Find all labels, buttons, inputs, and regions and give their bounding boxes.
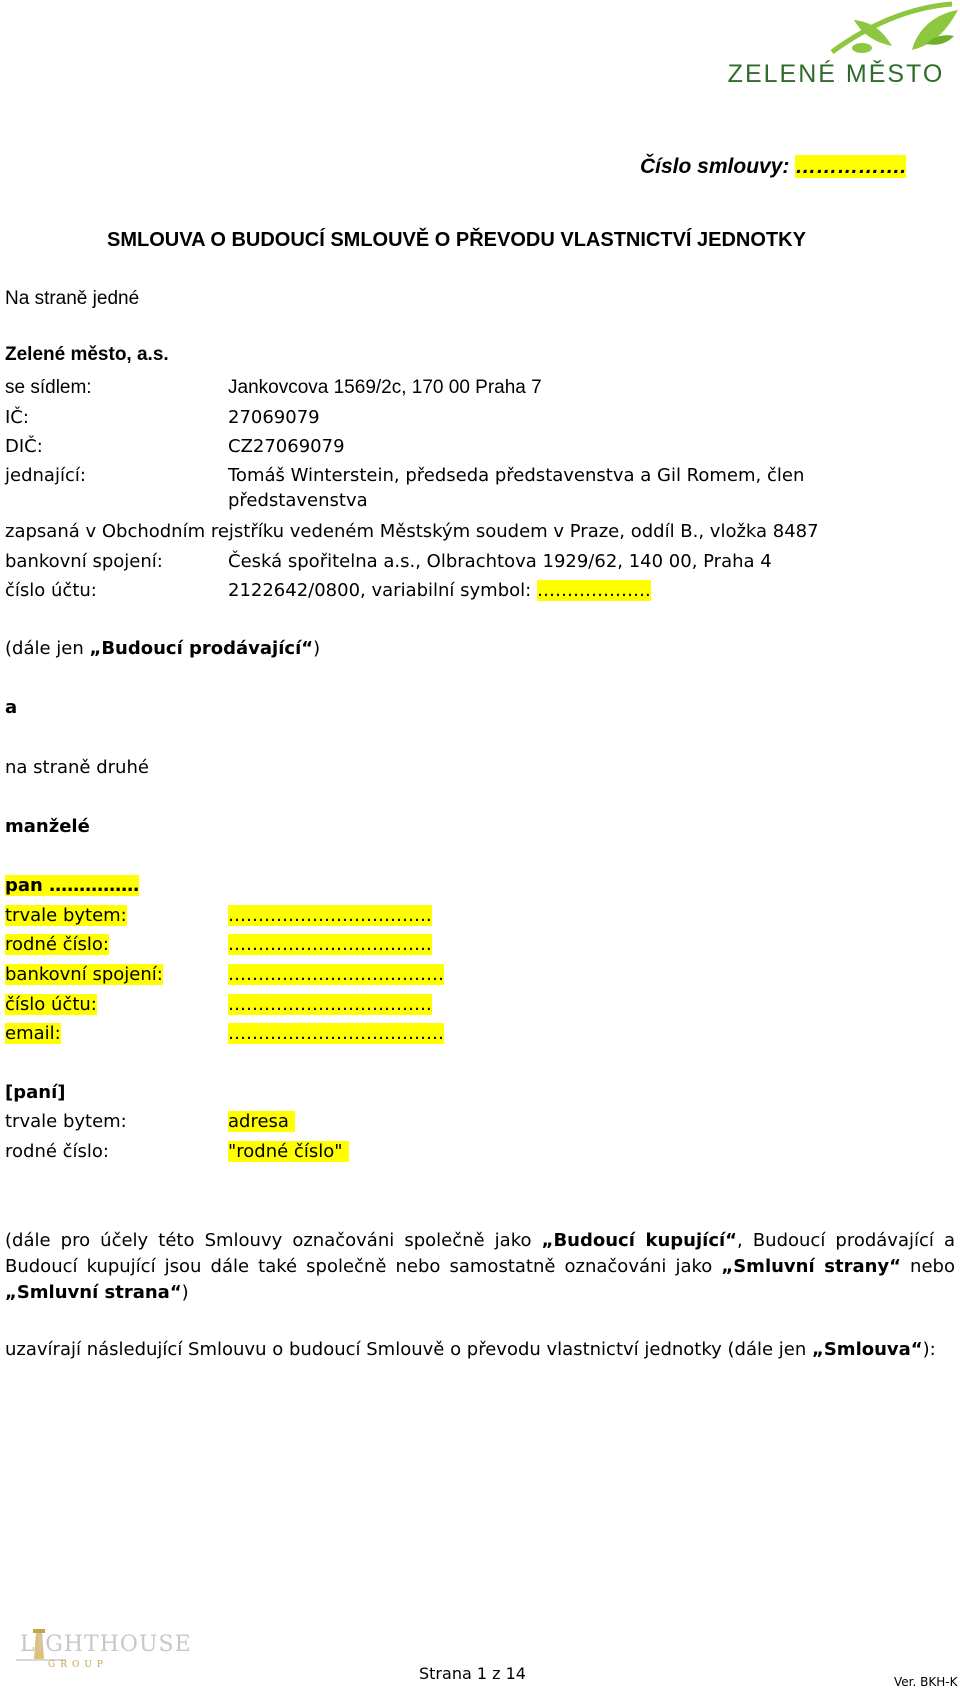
husband-account-value <box>228 994 432 1015</box>
husband-birth-number-value-text: ……………………………. <box>228 934 432 955</box>
account-value <box>228 580 651 601</box>
designation-text-3: nebo <box>900 1256 955 1277</box>
lighthouse-logo-subtext: GROUP <box>48 1660 108 1670</box>
husband-birth-number-label <box>5 934 109 955</box>
husband-name-text: pan …………… <box>5 875 140 896</box>
husband-residence-label <box>5 905 127 926</box>
husband-birth-number-label-text: rodné číslo: <box>5 934 110 955</box>
agreement-paragraph <box>5 1337 955 1363</box>
registry-info: zapsaná v Obchodním rejstříku vedeném Městským soudem v Praze, oddíl B., vložka 8487 <box>5 521 819 542</box>
acting-value-line2: představenstva <box>228 490 368 511</box>
wife-residence-value-text: adresa <box>228 1111 295 1132</box>
husband-account-label <box>5 994 97 1015</box>
husband-email-label-text: email: <box>5 1023 61 1044</box>
husband-bank-value-text: ……………………………… <box>228 964 444 985</box>
seat-value: Jankovcova 1569/2c, 170 00 Praha 7 <box>228 377 542 398</box>
page-number: Strana 1 z 14 <box>419 1664 526 1683</box>
spouses-heading: manželé <box>5 816 90 837</box>
zelene-mesto-logo-text: ZELENÉ MĚSTO <box>727 60 945 88</box>
contract-number <box>640 155 906 179</box>
party-term: „Smluvní strana“ <box>5 1282 182 1303</box>
husband-account-value-text: ……………………………. <box>228 994 432 1015</box>
wife-name: [paní] <box>5 1082 66 1103</box>
husband-bank-label <box>5 964 163 985</box>
ic-value: 27069079 <box>228 407 320 428</box>
contract-number-label: Číslo smlouvy: <box>640 155 796 178</box>
acting-value-line1: Tomáš Winterstein, předseda představenstva a Gil Romem, člen <box>228 465 805 486</box>
party-two-intro: na straně druhé <box>5 757 149 778</box>
designation-text-4: ) <box>181 1282 189 1303</box>
designation-paragraph <box>5 1228 955 1306</box>
designation-text-2: , Budoucí prodávající a Budoucí kupující jsou dále také společně nebo samostatně označováni jako <box>5 1230 956 1277</box>
contract-term: „Smlouva“ <box>812 1339 923 1360</box>
bank-label: bankovní spojení: <box>5 551 163 572</box>
seller-definition-term: „Budoucí prodávající“ <box>89 638 314 659</box>
husband-residence-value-text: ……………………………. <box>228 905 432 926</box>
husband-account-label-text: číslo účtu: <box>5 994 97 1015</box>
document-title: SMLOUVA O BUDOUCÍ SMLOUVĚ O PŘEVODU VLASTNICTVÍ JEDNOTKY <box>107 229 806 251</box>
seller-definition <box>5 638 320 659</box>
seller-definition-prefix: (dále jen <box>5 638 90 659</box>
husband-residence-label-text: trvale bytem: <box>5 905 127 926</box>
bank-value: Česká spořitelna a.s., Olbrachtova 1929/62, 140 00, Praha 4 <box>228 551 772 572</box>
buyer-term: „Budoucí kupující“ <box>541 1230 738 1251</box>
husband-email-value-text: ……………………………… <box>228 1023 444 1044</box>
version-label: Ver. BKH-K <box>894 1675 958 1689</box>
party-one-name: Zelené město, a.s. <box>5 344 169 365</box>
lighthouse-logo-text: LIGHTHOUSE <box>20 1632 192 1657</box>
party-one-intro: Na straně jedné <box>5 288 140 309</box>
seller-definition-suffix: ) <box>313 638 321 659</box>
husband-birth-number-value <box>228 934 432 955</box>
wife-birth-number-value <box>228 1141 349 1162</box>
husband-email-label <box>5 1023 61 1044</box>
ic-label: IČ: <box>5 407 29 428</box>
designation-text-1: (dále pro účely této Smlouvy označováni společně jako <box>5 1230 542 1251</box>
husband-email-value <box>228 1023 444 1044</box>
husband-bank-value <box>228 964 444 985</box>
variable-symbol-placeholder: ………………. <box>536 580 651 601</box>
wife-residence-label: trvale bytem: <box>5 1111 127 1132</box>
acting-label: jednající: <box>5 465 86 486</box>
husband-name <box>5 875 139 896</box>
account-label: číslo účtu: <box>5 580 97 601</box>
parties-term: „Smluvní strany“ <box>721 1256 901 1277</box>
agreement-text-2: ): <box>922 1339 936 1360</box>
seat-label: se sídlem: <box>5 377 92 398</box>
husband-bank-label-text: bankovní spojení: <box>5 964 163 985</box>
wife-residence-value <box>228 1111 295 1132</box>
husband-residence-value <box>228 905 432 926</box>
contract-number-value: ……………. <box>795 155 907 178</box>
dic-value: CZ27069079 <box>228 436 345 457</box>
account-number: 2122642/0800, variabilní symbol: <box>228 580 537 601</box>
dic-label: DIČ: <box>5 436 43 457</box>
wife-birth-number-value-text: "rodné číslo" <box>228 1141 349 1162</box>
wife-birth-number-label: rodné číslo: <box>5 1141 110 1162</box>
and-word: a <box>5 697 18 718</box>
agreement-text-1: uzavírají následující Smlouvu o budoucí Smlouvě o převodu vlastnictví jednotky (dále jen <box>5 1339 813 1360</box>
